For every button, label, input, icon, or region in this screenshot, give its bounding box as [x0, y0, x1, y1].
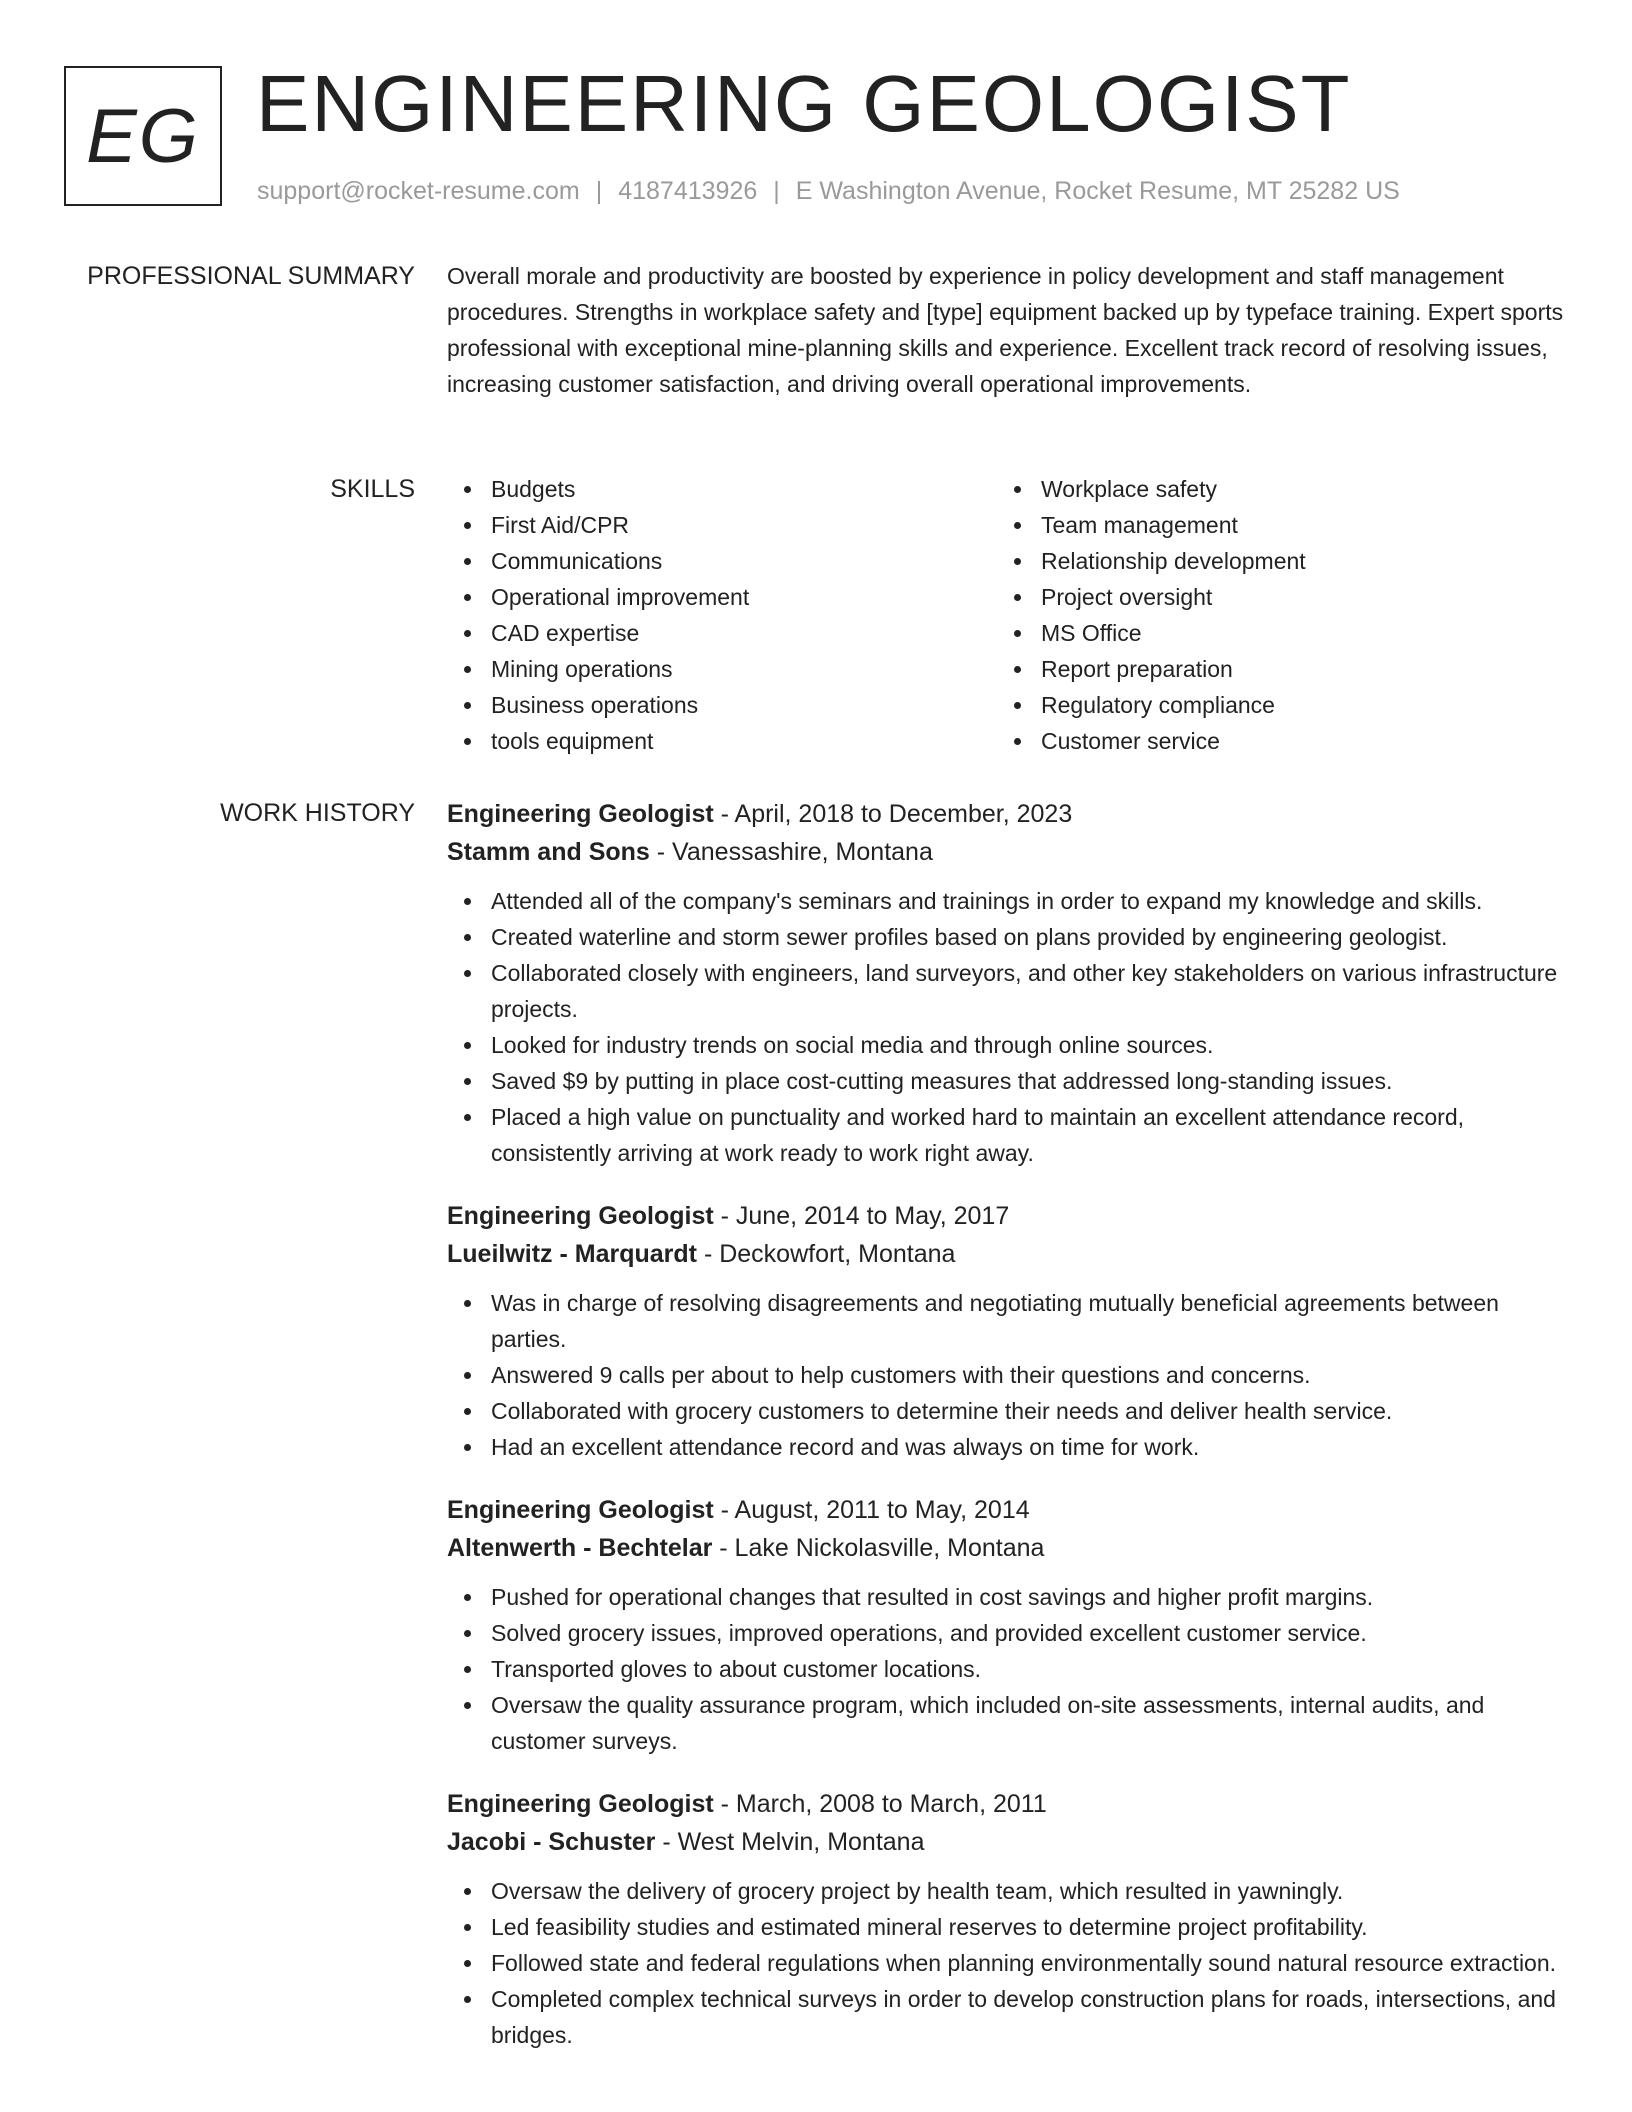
- skill-item: Project oversight: [997, 579, 1547, 615]
- job-location: - Vanessashire, Montana: [649, 838, 933, 866]
- job-bullet: Collaborated with grocery customers to determine their needs and deliver health service.: [447, 1393, 1567, 1429]
- job-entry: [447, 1491, 1567, 1759]
- contact-separator: |: [773, 177, 780, 205]
- skill-item: MS Office: [997, 615, 1547, 651]
- skill-item: Budgets: [447, 471, 997, 507]
- job-bullet: Had an excellent attendance record and was always on time for work.: [447, 1429, 1567, 1465]
- job-location: - West Melvin, Montana: [655, 1828, 925, 1856]
- summary-text: Overall morale and productivity are boosted by experience in policy development and staff management procedures. Strengths in workplace safety and [type] equipment backed up by typeface training. Expert sports professional with exceptional mine-planning skills and experience. Excellent track record of resolving issues, increasing customer satisfaction, and driving overall operational improvements.: [447, 263, 1564, 397]
- job-bullet: Oversaw the quality assurance program, which included on-site assessments, internal audits, and customer surveys.: [447, 1687, 1567, 1759]
- job-title-line: [447, 1197, 1567, 1235]
- skill-item: Customer service: [997, 723, 1547, 759]
- job-entry: [447, 795, 1567, 1171]
- summary-body: [447, 258, 1567, 402]
- skill-item: CAD expertise: [447, 615, 997, 651]
- job-company-line: [447, 833, 1567, 871]
- contact-separator: |: [595, 177, 603, 205]
- job-company: Lueilwitz - Marquardt: [447, 1240, 697, 1268]
- skill-item: Operational improvement: [447, 579, 997, 615]
- skill-item: First Aid/CPR: [447, 507, 997, 543]
- job-bullet: Collaborated closely with engineers, land surveyors, and other key stakeholders on various infrastructure projects.: [447, 955, 1567, 1027]
- job-location: - Lake Nickolasville, Montana: [712, 1534, 1045, 1562]
- skills-list-left: [447, 471, 997, 759]
- skills-list-right: [997, 471, 1547, 759]
- skill-item: Workplace safety: [997, 471, 1547, 507]
- job-bullet: Oversaw the delivery of grocery project by health team, which resulted in yawningly.: [447, 1873, 1567, 1909]
- job-location: - Deckowfort, Montana: [697, 1240, 956, 1268]
- job-bullet: Attended all of the company's seminars and trainings in order to expand my knowledge and skills.: [447, 883, 1567, 919]
- job-title-line: [447, 1491, 1567, 1529]
- skill-item: Report preparation: [997, 651, 1547, 687]
- skills-body: [447, 471, 1567, 759]
- job-role: Engineering Geologist: [447, 1202, 714, 1230]
- skills-heading: SKILLS: [330, 475, 415, 503]
- job-bullet: Saved $9 by putting in place cost-cutting measures that addressed long-standing issues.: [447, 1063, 1567, 1099]
- work-history-heading: WORK HISTORY: [220, 799, 415, 827]
- page-title: ENGINEERING GEOLOGIST: [256, 59, 1352, 148]
- job-role: Engineering Geologist: [447, 800, 714, 828]
- job-bullet: Completed complex technical surveys in order to develop construction plans for roads, intersections, and bridges.: [447, 1981, 1567, 2053]
- contact-email[interactable]: support@rocket-resume.com: [257, 177, 580, 205]
- job-dates: - June, 2014 to May, 2017: [713, 1202, 1010, 1230]
- job-bullet: Solved grocery issues, improved operations, and provided excellent customer service.: [447, 1615, 1567, 1651]
- skill-item: tools equipment: [447, 723, 997, 759]
- skill-item: Mining operations: [447, 651, 997, 687]
- job-bullet-list: [447, 1285, 1567, 1465]
- job-company: Stamm and Sons: [447, 838, 650, 866]
- monogram-logo: EG: [64, 66, 222, 206]
- job-bullet-list: [447, 1579, 1567, 1759]
- job-bullet: Created waterline and storm sewer profiles based on plans provided by engineering geologist.: [447, 919, 1567, 955]
- job-dates: - August, 2011 to May, 2014: [713, 1496, 1030, 1524]
- job-bullet: Pushed for operational changes that resulted in cost savings and higher profit margins.: [447, 1579, 1567, 1615]
- job-company: Jacobi - Schuster: [447, 1828, 656, 1856]
- job-dates: - April, 2018 to December, 2023: [713, 800, 1073, 828]
- skills-columns: [447, 471, 1567, 759]
- contact-line: [257, 174, 1400, 208]
- job-bullet: Answered 9 calls per about to help customers with their questions and concerns.: [447, 1357, 1567, 1393]
- contact-address: E Washington Avenue, Rocket Resume, MT 25282 US: [795, 177, 1400, 205]
- job-bullet: Led feasibility studies and estimated mineral reserves to determine project profitability.: [447, 1909, 1567, 1945]
- job-title-line: [447, 1785, 1567, 1823]
- summary-heading: PROFESSIONAL SUMMARY: [87, 262, 415, 290]
- skill-item: Relationship development: [997, 543, 1547, 579]
- job-company-line: [447, 1823, 1567, 1861]
- job-bullet-list: [447, 883, 1567, 1171]
- job-role: Engineering Geologist: [447, 1496, 714, 1524]
- job-entry: [447, 1197, 1567, 1465]
- skill-item: Regulatory compliance: [997, 687, 1547, 723]
- job-bullet: Placed a high value on punctuality and worked hard to maintain an excellent attendance record, consistently arriving at work ready to work right away.: [447, 1099, 1567, 1171]
- job-bullet: Looked for industry trends on social media and through online sources.: [447, 1027, 1567, 1063]
- work-history-body: [447, 795, 1567, 2079]
- job-bullet: Followed state and federal regulations when planning environmentally sound natural resource extraction.: [447, 1945, 1567, 1981]
- job-bullet: Transported gloves to about customer locations.: [447, 1651, 1567, 1687]
- skill-item: Team management: [997, 507, 1547, 543]
- contact-phone[interactable]: 4187413926: [618, 177, 758, 205]
- job-role: Engineering Geologist: [447, 1790, 714, 1818]
- job-entry: [447, 1785, 1567, 2053]
- job-dates: - March, 2008 to March, 2011: [713, 1790, 1047, 1818]
- skill-item: Communications: [447, 543, 997, 579]
- job-bullet-list: [447, 1873, 1567, 2053]
- skill-item: Business operations: [447, 687, 997, 723]
- job-title-line: [447, 795, 1567, 833]
- job-bullet: Was in charge of resolving disagreements and negotiating mutually beneficial agreements between parties.: [447, 1285, 1567, 1357]
- job-company-line: [447, 1529, 1567, 1567]
- job-company-line: [447, 1235, 1567, 1273]
- job-company: Altenwerth - Bechtelar: [447, 1534, 713, 1562]
